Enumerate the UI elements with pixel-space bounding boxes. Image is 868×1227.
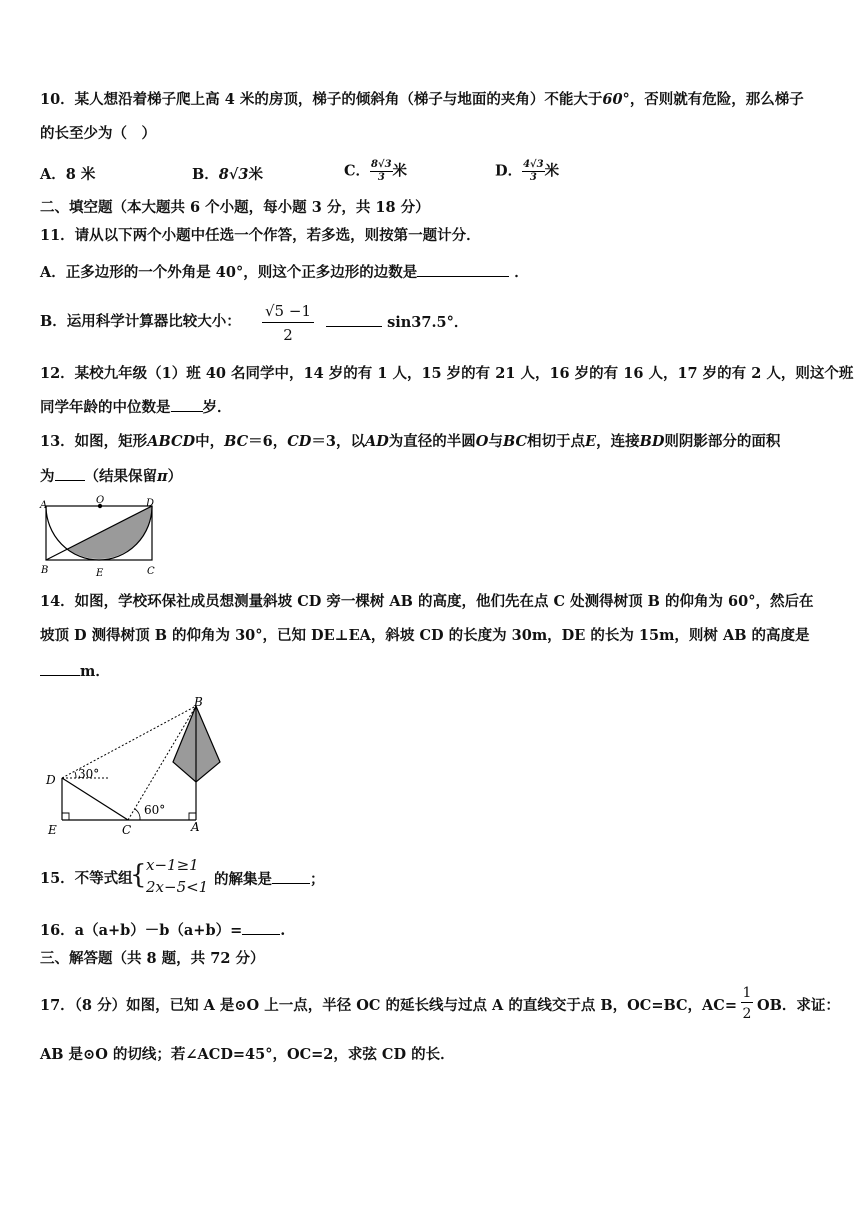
q11-part-b-end: sin37.5°． (326, 312, 468, 333)
q15-brace: { (130, 860, 147, 890)
section-fill-in-heading: 二、填空题（本大题共 6 个小题，每小题 3 分，共 18 分） (40, 199, 430, 216)
q11-fraction: √5 −1 2 (262, 302, 314, 344)
q14-figure (40, 692, 240, 840)
q14-label-60: 60° (144, 803, 166, 817)
q16-line: 16．a（a+b）－b（a+b）= . (40, 922, 286, 939)
q11-part-b: B．运用科学计算器比较大小： (40, 313, 241, 330)
answer-blank (242, 920, 280, 935)
q11-part-a: A．正多边形的一个外角是 40°，则这个正多边形的边数是 ． (40, 264, 529, 281)
q17-line1-end: OB．求证： (757, 997, 840, 1014)
q14-label-30: 30° (78, 767, 100, 781)
q13-label-b: B (41, 565, 49, 576)
q17-line2: AB 是⊙O 的切线；若∠ACD=45°，OC=2，求弦 CD 的长． (40, 1046, 455, 1063)
answer-blank (417, 262, 509, 277)
q13-label-c: C (147, 566, 155, 577)
q14-slope-cd (62, 778, 128, 820)
q13-label-a: A (40, 500, 48, 511)
q14-arc-30 (75, 772, 76, 778)
q10-line2: 的长至少为（ ） (40, 125, 156, 142)
q13-line1: 13．如图，矩形ABCD中，BC＝6，CD＝3，以AD为直径的半圆O与BC相切于点E，连接BD则阴影部分的面积 (40, 433, 781, 450)
answer-blank (40, 661, 80, 676)
q14-right-angle-e (62, 813, 69, 820)
q14-label-e: E (48, 823, 57, 837)
q14-line2: 坡顶 D 测得树顶 B 的仰角为 30°，已知 DE⊥EA，斜坡 CD 的长度为 30m，DE 的长为 15m，则树 AB 的高度是 (40, 627, 810, 644)
q13-label-e: E (96, 568, 104, 579)
q10-option-c: C． $\frac{8√3}{3}$ 米 (344, 159, 408, 183)
q10-option-d: D． $\frac{4√3}{3}$ 米 (495, 159, 560, 183)
q13-label-o: O (96, 495, 105, 506)
q15-inequality-1: x−1≥1 (146, 856, 199, 874)
q11-intro: 11．请从以下两个小题中任选一个作答，若多选，则按第一题计分． (40, 227, 481, 244)
q12-line1: 12．某校九年级（1）班 40 名同学中，14 岁的有 1 人，15 岁的有 21 人，16 岁的有 16 人，17 岁的有 2 人，则这个班 (40, 365, 854, 382)
q13-label-d: D (146, 498, 155, 509)
q14-right-angle-a (189, 813, 196, 820)
q17-line1: 17．（8 分）如图，已知 A 是⊙O 上一点，半径 OC 的延长线与过点 A 的直线交于点 B，OC=BC，AC= (40, 997, 737, 1014)
q15-inequality-2: 2x−5<1 (146, 878, 209, 896)
q14-label-d: D (46, 773, 56, 787)
q10-option-a: A．8 米 (40, 166, 96, 183)
q14-label-b: B (194, 695, 203, 709)
q14-arc-60 (135, 809, 140, 820)
q15-suffix: 的解集是 ； (214, 871, 325, 888)
answer-blank (55, 466, 85, 481)
q13-line2: 为 （结果保留π） (40, 468, 183, 485)
q10-option-b: B．8√3米 (192, 166, 263, 183)
section-answer-heading: 三、解答题（共 8 题，共 72 分） (40, 950, 265, 967)
q14-label-c: C (122, 823, 132, 837)
q12-line2: 同学年龄的中位数是 岁． (40, 399, 232, 416)
q10-line1: 10．某人想沿着梯子爬上高 4 米的房顶，梯子的倾斜角（梯子与地面的夹角）不能大于60°，否则就有危险，那么梯子 (40, 91, 804, 108)
q14-line1: 14．如图，学校环保社成员想测量斜坡 CD 旁一棵树 AB 的高度，他们先在点 C 处测得树顶 B 的仰角为 60°，然后在 (40, 593, 814, 610)
q15-system (146, 854, 208, 898)
answer-blank (272, 869, 310, 884)
q17-fraction: 1 2 (742, 985, 752, 1022)
q10-angle: 60° (602, 91, 630, 108)
q15-prefix: 15．不等式组 (40, 870, 133, 887)
q14-line3: m． (40, 661, 110, 682)
answer-blank (326, 312, 382, 327)
q13-figure (38, 494, 162, 580)
q14-label-a: A (191, 820, 200, 834)
answer-blank (171, 397, 203, 412)
